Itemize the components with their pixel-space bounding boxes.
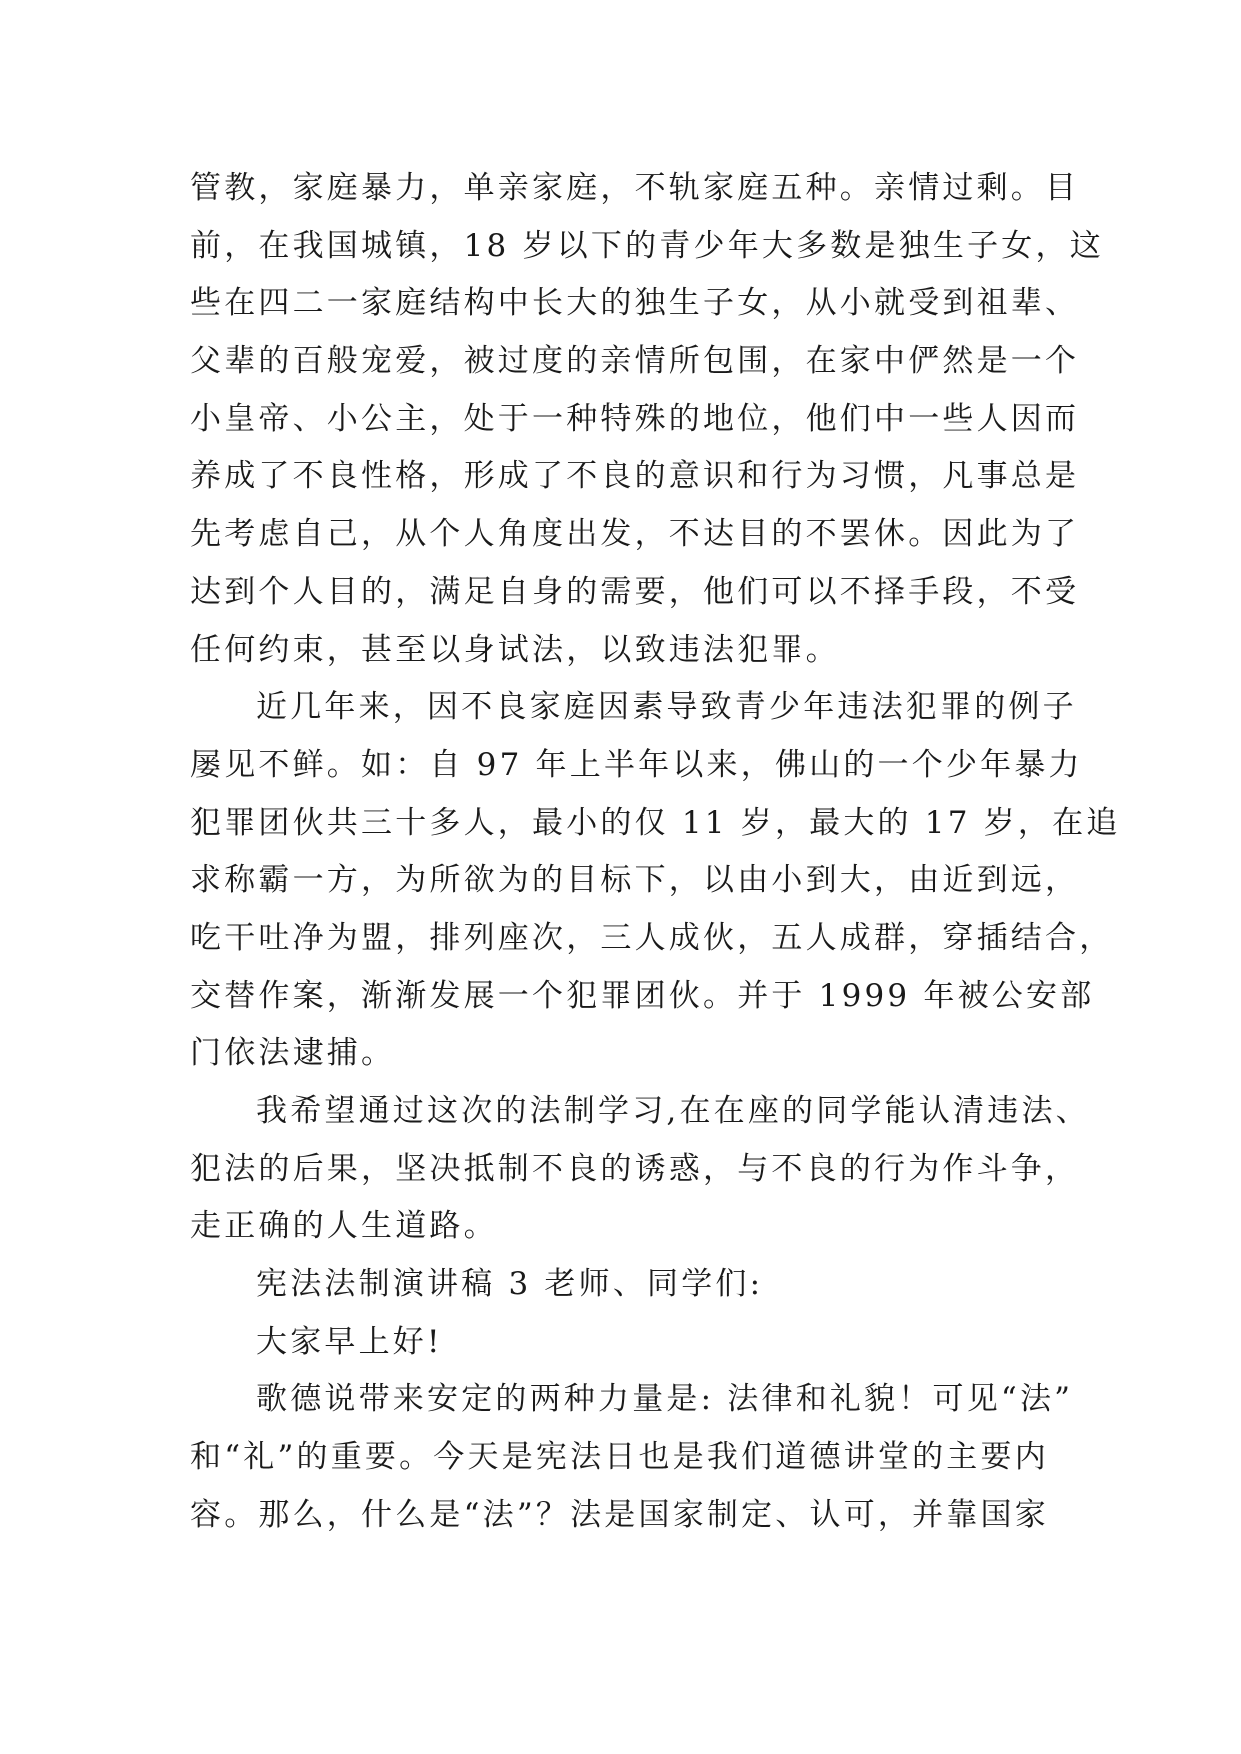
text-line: 近几年来，因不良家庭因素导致青少年违法犯罪的例子 — [256, 689, 1077, 726]
text-line: 管教，家庭暴力，单亲家庭，不轨家庭五种。亲情过剩。目 — [190, 170, 1080, 206]
text-line: 求称霸一方，为所欲为的目标下，以由小到大，由近到远， — [190, 862, 1080, 899]
text-line: 走正确的人生道路。 — [190, 1208, 498, 1245]
text-line: 犯罪团伙共三十多人，最小的仅 11 岁，最大的 17 岁，在追 — [190, 804, 1121, 841]
text-line: 吃干吐净为盟，排列座次，三人成伙，五人成群，穿插结合， — [190, 919, 1114, 956]
body-text — [190, 160, 1121, 1545]
text-line: 任何约束，甚至以身试法，以致违法犯罪。 — [190, 631, 840, 668]
text-line: 大家早上好! — [256, 1323, 443, 1360]
text-line: 宪法法制演讲稿 3 老师、同学们: — [256, 1266, 764, 1303]
text-line: 父辈的百般宠爱，被过度的亲情所包围，在家中俨然是一个 — [190, 343, 1080, 380]
text-line: 门依法逮捕。 — [190, 1035, 396, 1072]
text-line: 容。那么，什么是“法”？法是国家制定、认可，并靠国家 — [190, 1496, 1049, 1533]
text-line: 先考虑自己，从个人角度出发，不达目的不罢休。因此为了 — [190, 516, 1080, 553]
text-line: 和“礼”的重要。今天是宪法日也是我们道德讲堂的主要内 — [190, 1439, 1049, 1476]
text-line: 交替作案，渐渐发展一个犯罪团伙。并于 1999 年被公安部 — [190, 977, 1095, 1014]
text-line: 达到个人目的，满足自身的需要，他们可以不择手段，不受 — [190, 573, 1080, 610]
text-line: 小皇帝、小公主，处于一种特殊的地位，他们中一些人因而 — [190, 400, 1080, 437]
text-line: 屡见不鲜。如：自 97 年上半年以来，佛山的一个少年暴力 — [190, 746, 1083, 783]
text-line: 些在四二一家庭结构中长大的独生子女，从小就受到祖辈、 — [190, 285, 1080, 322]
text-line: 歌德说带来安定的两种力量是: 法律和礼貌！可见“法” — [256, 1381, 1074, 1418]
text-line: 我希望通过这次的法制学习,在在座的同学能认清违法、 — [256, 1093, 1090, 1129]
text-line: 前，在我国城镇，18 岁以下的青少年大多数是独生子女，这 — [190, 227, 1104, 264]
text-line: 养成了不良性格，形成了不良的意识和行为习惯，凡事总是 — [190, 458, 1080, 495]
text-line: 犯法的后果，坚决抵制不良的诱惑，与不良的行为作斗争， — [190, 1150, 1080, 1187]
